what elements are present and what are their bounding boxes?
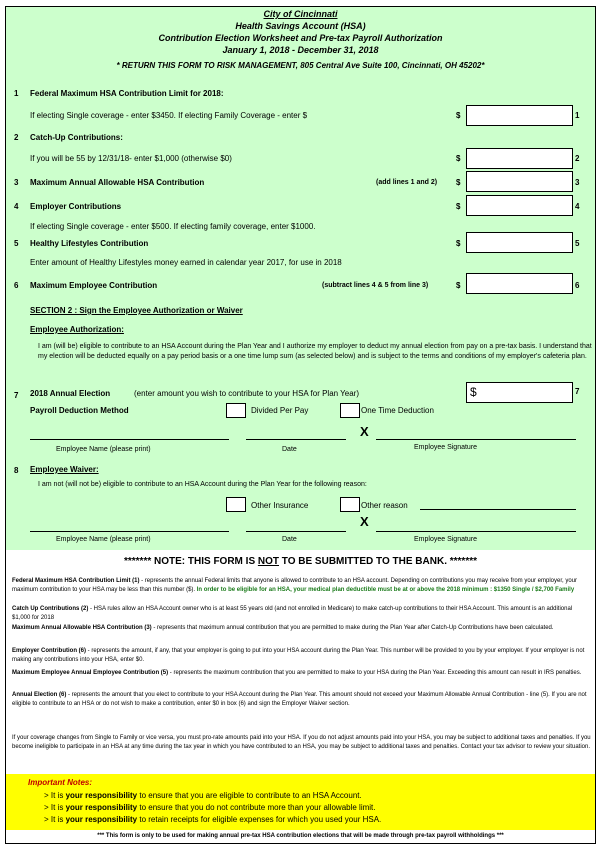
waiver-employee-name-line[interactable]	[30, 531, 229, 532]
waiver-employee-signature-line[interactable]	[376, 531, 576, 532]
row-number-3: 3	[14, 178, 19, 187]
row-number-5: 5	[14, 239, 19, 248]
note-2-post: to ensure that you do not contribute more than your allowable limit.	[137, 803, 376, 812]
other-reason-line[interactable]	[420, 509, 576, 510]
employee-signature-label: Employee Signature	[414, 444, 478, 451]
note-3-pre: > It is	[44, 815, 66, 824]
dollar-sign-6: $	[456, 281, 461, 290]
row-desc-2: If you will be 55 by 12/31/18- enter $1,000 (otherwise $0)	[30, 154, 232, 163]
one-time-deduction-label: One Time Deduction	[361, 406, 434, 415]
line-number-4: 4	[575, 202, 580, 211]
amount-field-line-3[interactable]	[466, 171, 573, 192]
annual-election-hint: (enter amount you wish to contribute to your HSA for Plan Year)	[134, 389, 360, 398]
line-number-6: 6	[575, 281, 580, 290]
note-3-bold: your responsibility	[65, 815, 138, 824]
row-note-3: (add lines 1 and 2)	[376, 179, 438, 186]
row-number-4: 4	[14, 202, 19, 211]
definition-term-1: Federal Maximum HSA Contribution Limit (1)	[12, 578, 140, 584]
definition-6	[12, 691, 592, 708]
dollar-sign-1: $	[456, 111, 461, 120]
waiver-text: I am not (will not be) eligible to contribute to an HSA Account during the Plan Year for the following reason:	[38, 481, 367, 488]
employee-name-label: Employee Name (please print)	[56, 446, 151, 453]
important-note-2	[44, 803, 376, 812]
other-reason-label: Other reason	[361, 501, 408, 510]
employee-signature-line[interactable]	[376, 439, 576, 440]
important-note-1	[44, 791, 362, 800]
signature-x-mark: X	[360, 424, 369, 439]
row-number-2: 2	[14, 133, 19, 142]
definition-5	[12, 669, 592, 678]
definition-term-2: Catch Up Contributions (2)	[12, 606, 89, 612]
employee-name-line[interactable]	[30, 439, 229, 440]
waiver-date-label: Date	[282, 536, 297, 543]
important-note-3	[44, 815, 381, 824]
important-notes-box	[6, 774, 595, 830]
amount-field-line-5[interactable]	[466, 232, 573, 253]
row-title-3: Maximum Annual Allowable HSA Contribution	[30, 178, 205, 187]
row-number-1: 1	[14, 89, 19, 98]
definition-term-3: Maximum Annual Allowable HSA Contribution (3)	[12, 625, 152, 631]
row-title-4: Employer Contributions	[30, 202, 122, 211]
bank-notice	[6, 556, 595, 567]
line-number-1: 1	[575, 111, 580, 120]
important-notes-title: Important Notes:	[28, 778, 92, 787]
definition-term-4: Employer Contribution (6)	[12, 648, 86, 654]
line-number-7: 7	[575, 387, 580, 396]
eligibility-deductible-note: In order to be eligible for an HSA, your medical plan deductible must be at or above the 2018 minimum : $1350 Single / $2,700 Family	[196, 586, 575, 593]
amount-field-line-6[interactable]	[466, 273, 573, 294]
definition-text-6: - represents the amount that you elect to contribute to your HSA Account during the Plan Year. This amount should not exceed your Maximum Allowable Annual Contribution - line (5). If you are not eligible to contribute to an HSA or do not wish to make a contribution, enter $0 in box (6) and sign the Employer Waiver section.	[12, 692, 587, 707]
waiver-employee-name-label: Employee Name (please print)	[56, 536, 151, 543]
row-desc-5: Enter amount of Healthy Lifestyles money earned in calendar year 2017, for use in 2018	[30, 258, 342, 267]
payroll-deduction-label: Payroll Deduction Method	[30, 406, 129, 415]
row-note-6: (subtract lines 4 & 5 from line 3)	[322, 282, 429, 289]
line-number-5: 5	[575, 239, 580, 248]
amount-field-line-1[interactable]	[466, 105, 573, 126]
other-insurance-label: Other Insurance	[251, 501, 309, 510]
dollar-sign-4: $	[456, 202, 461, 211]
header-form-title: Contribution Election Worksheet and Pre-tax Payroll Authorization	[158, 33, 443, 43]
date-line[interactable]	[246, 439, 346, 440]
divided-per-pay-label: Divided Per Pay	[251, 406, 309, 415]
one-time-deduction-checkbox[interactable]	[340, 403, 360, 418]
header-city: City of Cincinnati	[263, 9, 338, 19]
header-plan: Health Savings Account (HSA)	[235, 21, 366, 31]
row-number-7: 7	[14, 391, 19, 400]
note-3-post: to retain receipts for eligible expenses for which you used your HSA.	[137, 815, 382, 824]
bank-notice-post: TO BE SUBMITTED TO THE BANK. *******	[279, 556, 477, 567]
date-label: Date	[282, 446, 297, 453]
row-desc-4: If electing Single coverage - enter $500. If electing family coverage, enter $1000.	[30, 222, 316, 231]
form-page	[5, 6, 596, 844]
definition-term-6: Annual Election (6)	[12, 692, 67, 698]
definition-2	[12, 605, 592, 622]
dollar-sign-5: $	[456, 239, 461, 248]
amount-field-line-4[interactable]	[466, 195, 573, 216]
row-title-6: Maximum Employee Contribution	[30, 281, 158, 290]
other-insurance-checkbox[interactable]	[226, 497, 246, 512]
definition-term-5: Maximum Employee Annual Employee Contribution (5)	[12, 670, 169, 676]
bank-notice-not: NOT	[257, 556, 279, 567]
dollar-sign-3: $	[456, 178, 461, 187]
definition-1	[12, 577, 592, 594]
waiver-date-line[interactable]	[246, 531, 346, 532]
footer-note: *** This form is only to be used for making annual pre-tax HSA contribution elections that will be made through pre-tax payroll withholdings ***	[97, 833, 504, 839]
note-1-post: to ensure that you are eligible to contribute to an HSA Account.	[137, 791, 362, 800]
return-instructions: * RETURN THIS FORM TO RISK MANAGEMENT, 805 Central Ave Suite 100, Cincinnati, OH 45202*	[116, 61, 485, 70]
annual-election-value: $	[470, 385, 477, 399]
definition-4	[12, 647, 592, 664]
definition-3	[12, 624, 592, 633]
row-title-2: Catch-Up Contributions:	[30, 133, 123, 142]
dollar-sign-2: $	[456, 154, 461, 163]
bank-notice-pre: ******* NOTE: THIS FORM IS	[123, 556, 258, 567]
amount-field-line-2[interactable]	[466, 148, 573, 169]
annual-election-field[interactable]	[466, 382, 573, 403]
definition-text-4: - represents the amount, if any, that your employer is going to put into your HSA account during the Plan Year. This number will be provided to you by your employer. If your employer is not making any contributions into your HSA, enter $0.	[12, 648, 585, 663]
note-2-pre: > It is	[44, 803, 66, 812]
row-title-1: Federal Maximum HSA Contribution Limit for 2018:	[30, 89, 224, 98]
authorization-text: I am (will be) eligible to contribute to an HSA Account during the Plan Year and I authorize my employer to deduct my annual election from pay on a pre-tax basis. I understand that my election will be deducted equally on a pay period basis or a one time lump sum (as selected below) and is subject to the terms and conditions of my employer's cafeteria plan.	[38, 343, 592, 360]
note-1-pre: > It is	[44, 791, 66, 800]
row-title-5: Healthy Lifestyles Contribution	[30, 239, 149, 248]
employee-waiver-title: Employee Waiver:	[30, 465, 99, 474]
section2-title: SECTION 2 : Sign the Employee Authorization or Waiver	[30, 306, 243, 315]
line-number-3: 3	[575, 178, 580, 187]
row-desc-1: If electing Single coverage - enter $3450. If electing Family Coverage - enter $	[30, 111, 308, 120]
definition-text-3: - represents that maximum annual contribution that you are permitted to make during the Plan Year after Catch-Up Contributions have been calculated.	[151, 625, 554, 631]
definition-text-1: - represents the annual Federal limits that anyone is allowed to contribute to an HSA account. Depending on contributions you may receive from your employer, your maximum contribution to your HSA may be less than this number ($).	[12, 578, 578, 593]
annual-election-label: 2018 Annual Election	[30, 389, 111, 398]
coverage-change-note: If your coverage changes from Single to Family or vice versa, you must pro-rate amounts paid into your HSA. If you do not adjust amounts paid into your HSA, you may be subject to additional taxes and penalties. If you become ineligible to participate in an HSA at any time during the tax year in which you have contributed to an HSA, you may be subject to additional taxes and penalties. Contact your tax advisor to review your situation.	[12, 735, 591, 750]
note-2-bold: your responsibility	[65, 803, 138, 812]
employee-authorization-title: Employee Authorization:	[30, 325, 124, 334]
waiver-signature-x-mark: X	[360, 514, 369, 529]
note-1-bold: your responsibility	[65, 791, 138, 800]
row-number-6: 6	[14, 281, 19, 290]
definition-text-2: - HSA rules allow an HSA Account owner who is at least 55 years old (and not enrolled in Medicare) to make catch-up contributions to their HSA Account. This amount is an additional $1,000 for 2018	[12, 606, 573, 621]
header-plan-year: January 1, 2018 - December 31, 2018	[222, 45, 379, 55]
line-number-2: 2	[575, 154, 580, 163]
other-reason-checkbox[interactable]	[340, 497, 360, 512]
waiver-employee-signature-label: Employee Signature	[414, 536, 478, 543]
row-number-8: 8	[14, 466, 19, 475]
divided-per-pay-checkbox[interactable]	[226, 403, 246, 418]
definition-text-5: - represents the maximum contribution that you are permitted to make to your HSA during the Plan Year. Exceeding this amount can result in IRS penalties.	[168, 670, 582, 676]
